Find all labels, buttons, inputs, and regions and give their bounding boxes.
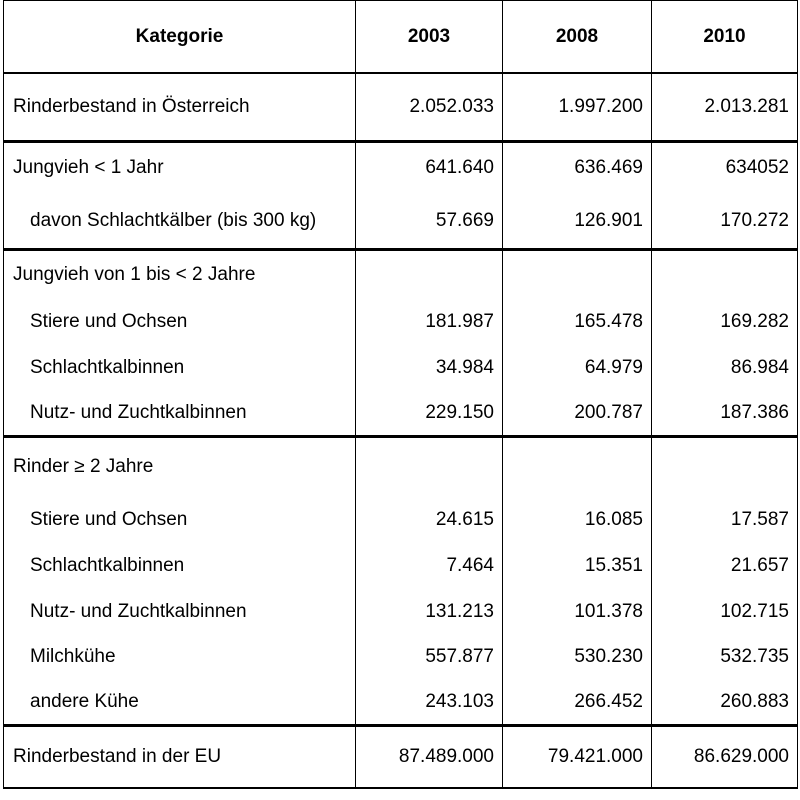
cell-2003: 131.213 bbox=[356, 588, 503, 634]
cell-2008: 266.452 bbox=[503, 679, 652, 725]
cell-2010: 260.883 bbox=[652, 679, 798, 725]
cell-2010: 17.587 bbox=[652, 496, 798, 542]
row-label: Nutz- und Zuchtkalbinnen bbox=[4, 390, 356, 436]
cell-2008: 530.230 bbox=[503, 634, 652, 679]
table-row bbox=[4, 344, 798, 390]
table-row bbox=[4, 73, 798, 141]
row-label: Schlachtkalbinnen bbox=[4, 344, 356, 390]
table-row bbox=[4, 390, 798, 436]
cell-2008: 16.085 bbox=[503, 496, 652, 542]
table-row bbox=[4, 542, 798, 588]
table-row bbox=[4, 249, 798, 299]
row-label: Rinderbestand in Österreich bbox=[4, 73, 356, 141]
cell-2008: 1.997.200 bbox=[503, 73, 652, 141]
cell-2008: 79.421.000 bbox=[503, 725, 652, 788]
cell-2003: 24.615 bbox=[356, 496, 503, 542]
row-label: Nutz- und Zuchtkalbinnen bbox=[4, 588, 356, 634]
table-row bbox=[4, 141, 798, 193]
table-row bbox=[4, 436, 798, 496]
table-row bbox=[4, 496, 798, 542]
cattle-table-container bbox=[3, 0, 797, 798]
row-label: Rinderbestand in der EU bbox=[4, 725, 356, 788]
header-year-2008: 2008 bbox=[503, 1, 652, 74]
cell-2008: 636.469 bbox=[503, 141, 652, 193]
header-year-2003: 2003 bbox=[356, 1, 503, 74]
cell-2010 bbox=[652, 249, 798, 299]
cell-2008: 101.378 bbox=[503, 588, 652, 634]
cell-2010: 187.386 bbox=[652, 390, 798, 436]
cell-2010: 86.629.000 bbox=[652, 725, 798, 788]
row-label: Rinder ≥ 2 Jahre bbox=[4, 436, 356, 496]
cell-2008: 15.351 bbox=[503, 542, 652, 588]
cell-2003 bbox=[356, 249, 503, 299]
cell-2010: 634052 bbox=[652, 141, 798, 193]
cell-2010: 2.013.281 bbox=[652, 73, 798, 141]
table-row bbox=[4, 634, 798, 679]
cell-2003: 229.150 bbox=[356, 390, 503, 436]
cell-2010 bbox=[652, 436, 798, 496]
header-category: Kategorie bbox=[4, 1, 356, 74]
cell-2003: 87.489.000 bbox=[356, 725, 503, 788]
cell-2003: 181.987 bbox=[356, 299, 503, 344]
cell-2003: 34.984 bbox=[356, 344, 503, 390]
cell-2010: 169.282 bbox=[652, 299, 798, 344]
table-header-row bbox=[4, 1, 798, 74]
cell-2010: 102.715 bbox=[652, 588, 798, 634]
cell-2008: 126.901 bbox=[503, 193, 652, 249]
cell-2010: 532.735 bbox=[652, 634, 798, 679]
table-row bbox=[4, 725, 798, 788]
cell-2010: 86.984 bbox=[652, 344, 798, 390]
cell-2008 bbox=[503, 249, 652, 299]
row-label: Milchkühe bbox=[4, 634, 356, 679]
header-year-2010: 2010 bbox=[652, 1, 798, 74]
cell-2003: 7.464 bbox=[356, 542, 503, 588]
cell-2008 bbox=[503, 436, 652, 496]
cell-2003 bbox=[356, 436, 503, 496]
cell-2003: 243.103 bbox=[356, 679, 503, 725]
row-label: Jungvieh < 1 Jahr bbox=[4, 141, 356, 193]
table-row bbox=[4, 679, 798, 725]
row-label: Stiere und Ochsen bbox=[4, 496, 356, 542]
row-label: Schlachtkalbinnen bbox=[4, 542, 356, 588]
row-label: andere Kühe bbox=[4, 679, 356, 725]
table-row bbox=[4, 299, 798, 344]
table-row bbox=[4, 193, 798, 249]
cell-2010: 170.272 bbox=[652, 193, 798, 249]
cell-2003: 641.640 bbox=[356, 141, 503, 193]
cell-2008: 64.979 bbox=[503, 344, 652, 390]
row-label: Jungvieh von 1 bis < 2 Jahre bbox=[4, 249, 356, 299]
row-label: davon Schlachtkälber (bis 300 kg) bbox=[4, 193, 356, 249]
row-label: Stiere und Ochsen bbox=[4, 299, 356, 344]
cattle-statistics-table bbox=[3, 0, 798, 789]
cell-2008: 165.478 bbox=[503, 299, 652, 344]
cell-2003: 557.877 bbox=[356, 634, 503, 679]
cell-2003: 57.669 bbox=[356, 193, 503, 249]
cell-2008: 200.787 bbox=[503, 390, 652, 436]
table-row bbox=[4, 588, 798, 634]
cell-2003: 2.052.033 bbox=[356, 73, 503, 141]
cell-2010: 21.657 bbox=[652, 542, 798, 588]
